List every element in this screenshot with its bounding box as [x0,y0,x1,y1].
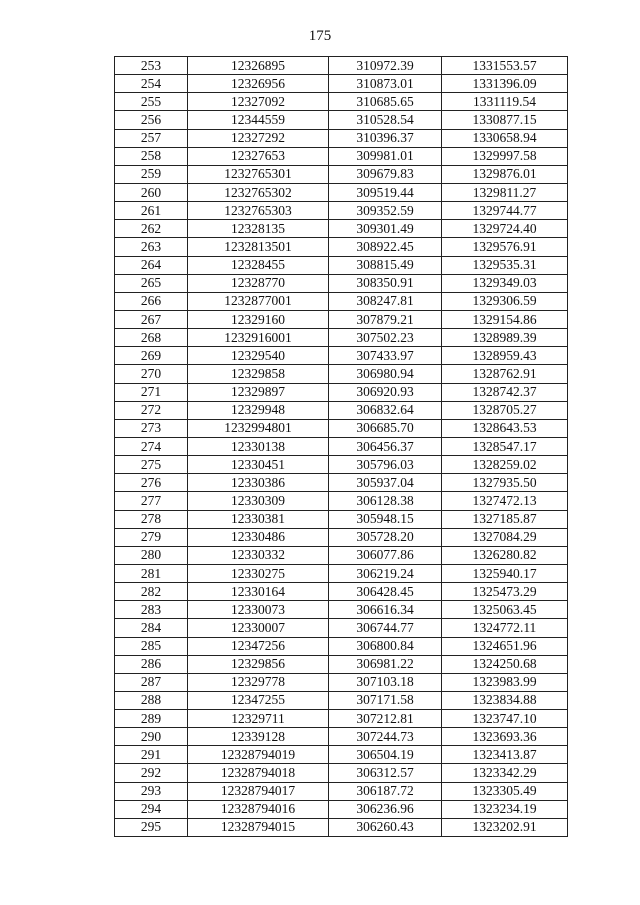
x-coordinate-cell: 310972.39 [329,57,442,75]
x-coordinate-cell: 305728.20 [329,528,442,546]
table-row [115,764,568,782]
point-id-cell: 12347256 [188,637,329,655]
y-coordinate-cell: 1327472.13 [442,492,568,510]
table-row [115,183,568,201]
y-coordinate-cell: 1328705.27 [442,401,568,419]
row-number-cell: 263 [115,238,188,256]
table-row [115,292,568,310]
point-id-cell: 12327092 [188,93,329,111]
x-coordinate-cell: 306800.84 [329,637,442,655]
y-coordinate-cell: 1329744.77 [442,202,568,220]
row-number-cell: 265 [115,274,188,292]
y-coordinate-cell: 1323834.88 [442,691,568,709]
y-coordinate-cell: 1329349.03 [442,274,568,292]
table-row [115,57,568,75]
point-id-cell: 1232994801 [188,419,329,437]
row-number-cell: 256 [115,111,188,129]
point-id-cell: 1232813501 [188,238,329,256]
row-number-cell: 286 [115,655,188,673]
x-coordinate-cell: 307212.81 [329,710,442,728]
y-coordinate-cell: 1323693.36 [442,728,568,746]
point-id-cell: 12329858 [188,365,329,383]
table-row [115,655,568,673]
y-coordinate-cell: 1323234.19 [442,800,568,818]
x-coordinate-cell: 310396.37 [329,129,442,147]
row-number-cell: 261 [115,202,188,220]
x-coordinate-cell: 306187.72 [329,782,442,800]
point-id-cell: 12329160 [188,310,329,328]
y-coordinate-cell: 1327935.50 [442,474,568,492]
x-coordinate-cell: 308350.91 [329,274,442,292]
y-coordinate-cell: 1331396.09 [442,75,568,93]
x-coordinate-cell: 306616.34 [329,601,442,619]
table-row [115,746,568,764]
x-coordinate-cell: 307244.73 [329,728,442,746]
point-id-cell: 12329856 [188,655,329,673]
point-id-cell: 12347255 [188,691,329,709]
row-number-cell: 285 [115,637,188,655]
table-row [115,583,568,601]
x-coordinate-cell: 306920.93 [329,383,442,401]
y-coordinate-cell: 1331119.54 [442,93,568,111]
y-coordinate-cell: 1325063.45 [442,601,568,619]
row-number-cell: 269 [115,347,188,365]
y-coordinate-cell: 1325473.29 [442,583,568,601]
table-row [115,456,568,474]
x-coordinate-cell: 306236.96 [329,800,442,818]
point-id-cell: 12330486 [188,528,329,546]
y-coordinate-cell: 1324772.11 [442,619,568,637]
point-id-cell: 12329897 [188,383,329,401]
table-row [115,256,568,274]
x-coordinate-cell: 309981.01 [329,147,442,165]
row-number-cell: 277 [115,492,188,510]
point-id-cell: 12329948 [188,401,329,419]
x-coordinate-cell: 306260.43 [329,818,442,836]
row-number-cell: 283 [115,601,188,619]
row-number-cell: 264 [115,256,188,274]
x-coordinate-cell: 306981.22 [329,655,442,673]
y-coordinate-cell: 1323342.29 [442,764,568,782]
page-number: 175 [308,28,332,44]
x-coordinate-cell: 307502.23 [329,329,442,347]
table-row [115,691,568,709]
row-number-cell: 280 [115,546,188,564]
y-coordinate-cell: 1329576.91 [442,238,568,256]
point-id-cell: 12327653 [188,147,329,165]
x-coordinate-cell: 309519.44 [329,183,442,201]
table-row [115,75,568,93]
y-coordinate-cell: 1323747.10 [442,710,568,728]
row-number-cell: 292 [115,764,188,782]
table-row [115,510,568,528]
y-coordinate-cell: 1329535.31 [442,256,568,274]
point-id-cell: 12326895 [188,57,329,75]
x-coordinate-cell: 306685.70 [329,419,442,437]
point-id-cell: 12329540 [188,347,329,365]
row-number-cell: 287 [115,673,188,691]
row-number-cell: 289 [115,710,188,728]
table-row [115,673,568,691]
table-row [115,165,568,183]
table-row [115,818,568,836]
y-coordinate-cell: 1323202.91 [442,818,568,836]
y-coordinate-cell: 1328989.39 [442,329,568,347]
point-id-cell: 12328794018 [188,764,329,782]
row-number-cell: 268 [115,329,188,347]
row-number-cell: 271 [115,383,188,401]
row-number-cell: 258 [115,147,188,165]
table-row [115,274,568,292]
table-row [115,238,568,256]
point-id-cell: 12330381 [188,510,329,528]
row-number-cell: 293 [115,782,188,800]
row-number-cell: 272 [115,401,188,419]
point-id-cell: 12330309 [188,492,329,510]
y-coordinate-cell: 1323305.49 [442,782,568,800]
y-coordinate-cell: 1329811.27 [442,183,568,201]
row-number-cell: 282 [115,583,188,601]
y-coordinate-cell: 1325940.17 [442,564,568,582]
point-id-cell: 1232916001 [188,329,329,347]
x-coordinate-cell: 307103.18 [329,673,442,691]
table-row [115,347,568,365]
row-number-cell: 255 [115,93,188,111]
y-coordinate-cell: 1329154.86 [442,310,568,328]
point-id-cell: 12328794017 [188,782,329,800]
point-id-cell: 12330073 [188,601,329,619]
x-coordinate-cell: 306980.94 [329,365,442,383]
table-row [115,637,568,655]
table-row [115,93,568,111]
y-coordinate-cell: 1331553.57 [442,57,568,75]
y-coordinate-cell: 1329997.58 [442,147,568,165]
row-number-cell: 270 [115,365,188,383]
table-row [115,710,568,728]
x-coordinate-cell: 309301.49 [329,220,442,238]
row-number-cell: 295 [115,818,188,836]
x-coordinate-cell: 306312.57 [329,764,442,782]
table-row [115,474,568,492]
row-number-cell: 274 [115,437,188,455]
y-coordinate-cell: 1327185.87 [442,510,568,528]
table-row [115,601,568,619]
table-row [115,728,568,746]
y-coordinate-cell: 1328259.02 [442,456,568,474]
point-id-cell: 12328770 [188,274,329,292]
point-id-cell: 1232877001 [188,292,329,310]
x-coordinate-cell: 305937.04 [329,474,442,492]
y-coordinate-cell: 1329876.01 [442,165,568,183]
point-id-cell: 12330164 [188,583,329,601]
row-number-cell: 279 [115,528,188,546]
x-coordinate-cell: 307433.97 [329,347,442,365]
table-row [115,619,568,637]
y-coordinate-cell: 1328959.43 [442,347,568,365]
table-row [115,437,568,455]
y-coordinate-cell: 1323983.99 [442,673,568,691]
table-row [115,564,568,582]
table-row [115,129,568,147]
row-number-cell: 290 [115,728,188,746]
table-row [115,492,568,510]
row-number-cell: 253 [115,57,188,75]
row-number-cell: 281 [115,564,188,582]
y-coordinate-cell: 1330877.15 [442,111,568,129]
x-coordinate-cell: 309352.59 [329,202,442,220]
x-coordinate-cell: 309679.83 [329,165,442,183]
x-coordinate-cell: 307879.21 [329,310,442,328]
row-number-cell: 267 [115,310,188,328]
x-coordinate-cell: 306832.64 [329,401,442,419]
x-coordinate-cell: 306504.19 [329,746,442,764]
y-coordinate-cell: 1327084.29 [442,528,568,546]
point-id-cell: 12330386 [188,474,329,492]
row-number-cell: 259 [115,165,188,183]
point-id-cell: 1232765302 [188,183,329,201]
y-coordinate-cell: 1324250.68 [442,655,568,673]
x-coordinate-cell: 310685.65 [329,93,442,111]
table-row [115,800,568,818]
point-id-cell: 12330138 [188,437,329,455]
row-number-cell: 291 [115,746,188,764]
row-number-cell: 273 [115,419,188,437]
point-id-cell: 12328794019 [188,746,329,764]
row-number-cell: 266 [115,292,188,310]
table-row [115,111,568,129]
point-id-cell: 12330275 [188,564,329,582]
table-row [115,782,568,800]
row-number-cell: 284 [115,619,188,637]
x-coordinate-cell: 308815.49 [329,256,442,274]
point-id-cell: 12329711 [188,710,329,728]
y-coordinate-cell: 1326280.82 [442,546,568,564]
point-id-cell: 12330332 [188,546,329,564]
table-row [115,419,568,437]
y-coordinate-cell: 1324651.96 [442,637,568,655]
table-row [115,329,568,347]
y-coordinate-cell: 1323413.87 [442,746,568,764]
y-coordinate-cell: 1328643.53 [442,419,568,437]
point-id-cell: 12328794015 [188,818,329,836]
point-id-cell: 1232765303 [188,202,329,220]
point-id-cell: 12344559 [188,111,329,129]
coordinates-table-body [115,57,568,837]
table-row [115,383,568,401]
x-coordinate-cell: 305796.03 [329,456,442,474]
x-coordinate-cell: 306128.38 [329,492,442,510]
x-coordinate-cell: 310873.01 [329,75,442,93]
table-row [115,147,568,165]
table-row [115,202,568,220]
table-row [115,546,568,564]
y-coordinate-cell: 1328742.37 [442,383,568,401]
table-row [115,528,568,546]
row-number-cell: 294 [115,800,188,818]
row-number-cell: 262 [115,220,188,238]
y-coordinate-cell: 1328547.17 [442,437,568,455]
y-coordinate-cell: 1330658.94 [442,129,568,147]
point-id-cell: 12330007 [188,619,329,637]
point-id-cell: 12329778 [188,673,329,691]
x-coordinate-cell: 305948.15 [329,510,442,528]
row-number-cell: 257 [115,129,188,147]
y-coordinate-cell: 1328762.91 [442,365,568,383]
x-coordinate-cell: 310528.54 [329,111,442,129]
x-coordinate-cell: 308247.81 [329,292,442,310]
row-number-cell: 275 [115,456,188,474]
row-number-cell: 260 [115,183,188,201]
x-coordinate-cell: 307171.58 [329,691,442,709]
point-id-cell: 12326956 [188,75,329,93]
table-row [115,310,568,328]
point-id-cell: 12328135 [188,220,329,238]
x-coordinate-cell: 306456.37 [329,437,442,455]
x-coordinate-cell: 306077.86 [329,546,442,564]
y-coordinate-cell: 1329724.40 [442,220,568,238]
point-id-cell: 12328794016 [188,800,329,818]
point-id-cell: 12327292 [188,129,329,147]
point-id-cell: 12339128 [188,728,329,746]
x-coordinate-cell: 306744.77 [329,619,442,637]
x-coordinate-cell: 308922.45 [329,238,442,256]
row-number-cell: 278 [115,510,188,528]
row-number-cell: 254 [115,75,188,93]
coordinates-table [114,56,568,837]
point-id-cell: 12328455 [188,256,329,274]
row-number-cell: 276 [115,474,188,492]
table-row [115,401,568,419]
table-row [115,365,568,383]
x-coordinate-cell: 306428.45 [329,583,442,601]
y-coordinate-cell: 1329306.59 [442,292,568,310]
point-id-cell: 12330451 [188,456,329,474]
point-id-cell: 1232765301 [188,165,329,183]
table-row [115,220,568,238]
row-number-cell: 288 [115,691,188,709]
x-coordinate-cell: 306219.24 [329,564,442,582]
